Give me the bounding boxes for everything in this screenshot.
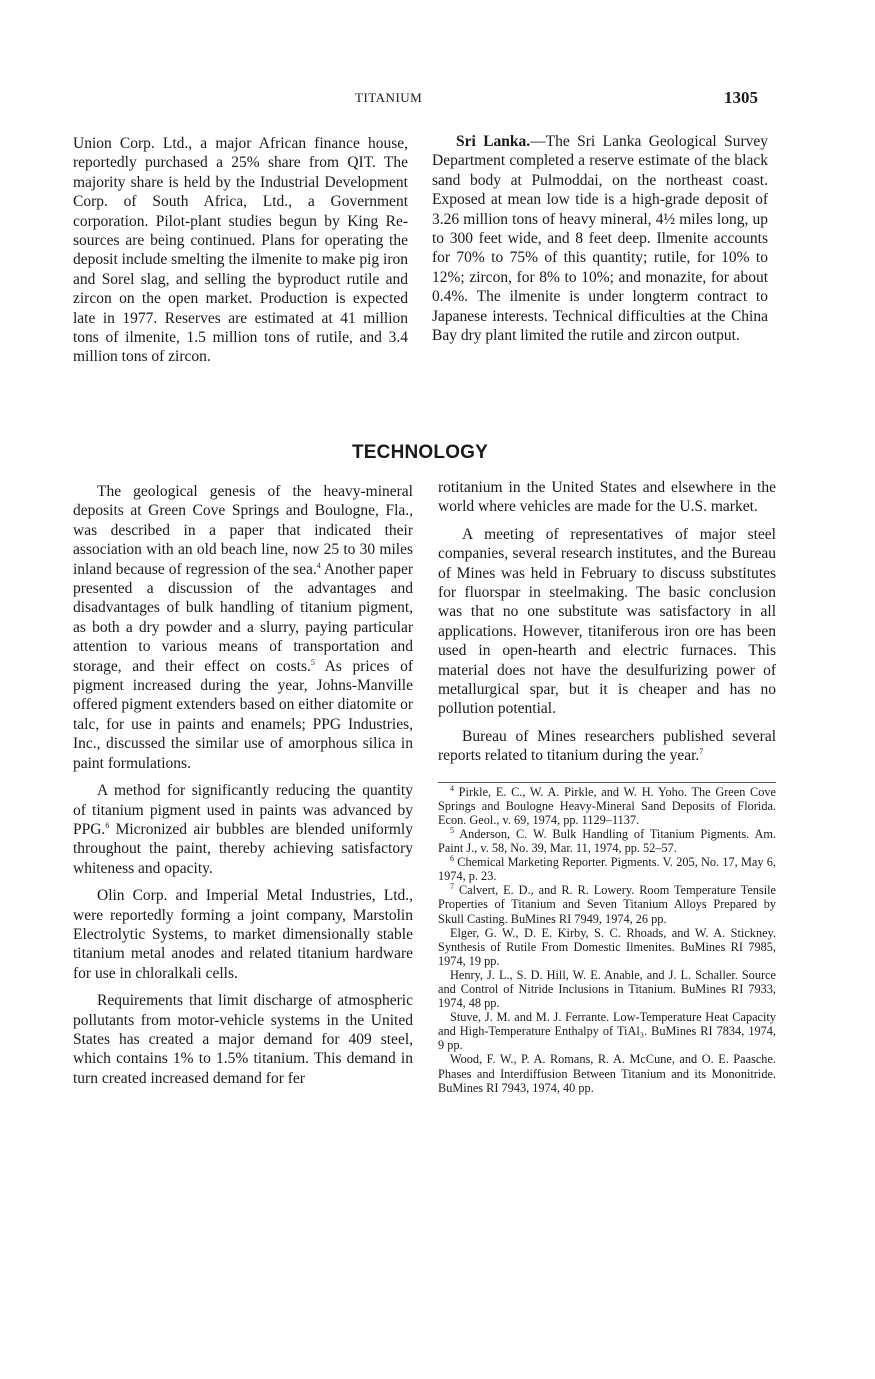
paragraph: Olin Corp. and Imperial Metal Industries, Ltd., were reportedly forming a joint company, Marstolin Electrolytic Systems, to market dimensionally stable titanium metal anodes and related titanium hardware for use in chloralkali cells.	[73, 887, 413, 982]
footnote	[438, 968, 776, 1010]
footnote-text: Chemical Marketing Reporter. Pigments. V. 205, No. 17, May 6, 1974, p. 23.	[438, 855, 776, 884]
footnotes	[438, 782, 776, 1095]
bottom-right-column	[438, 478, 776, 1095]
footnote	[438, 827, 776, 855]
footnote-reference: 4	[316, 560, 321, 570]
footnote-mark: 4	[450, 783, 454, 793]
paragraph: A meeting of representatives of major steel companies, several research institutes, and the Bureau of Mines was held in February to discuss substitutes for fluorspar in steelmaking. The basic conclusion was that no one substitute was satisfactory in all applications. However, titaniferous iron ore has been used in open-hearth and electric furnaces. This material does not have the desulfurizing power of metallurgical spar, but it is cheaper and has no pollution potential.	[438, 525, 776, 718]
paragraph-text: Micronized air bubbles are blended uniformly throughout the paint, thereby achieving satisfactory whiteness and opacity.	[73, 820, 413, 877]
running-title: TITANIUM	[355, 90, 423, 105]
section-heading: TECHNOLOGY	[351, 442, 489, 463]
paragraph: Union Corp. Ltd., a major African finance house, reportedly purchased a 25% share from QIT. The majority share is held by the Industrial Development Corp. of South Africa, Ltd., a Government corporation. Pilot-plant studies begun by King Resources are being continued. Plans for operating the deposit include smelting the ilmenite to make pig iron and Sorel slag, and selling the byproduct rutile and zircon on the open market. Production is expected late in 1977. Reserves are estimated at 41 million tons of ilmenite, 1.5 million tons of rutile, and 3.4 million tons of zircon.	[73, 135, 408, 366]
bottom-left-column	[73, 482, 413, 1088]
footnote-text: Henry, J. L., S. D. Hill, W. E. Anable, and J. L. Schaller. Source and Control of Nitride Inclusions in Titanium. BuMines RI 7933, 1974, 48 pp.	[438, 967, 776, 1011]
footnote	[438, 855, 776, 883]
footnote-mark: 7	[450, 882, 454, 892]
footnote-text: Calvert, E. D., and R. R. Lowery. Room Temperature Tensile Properties of Titanium and Seven Titanium Alloys Prepared by Skull Casting. BuMines RI 7949, 1974, 26 pp.	[438, 883, 776, 926]
footnote-text: Pirkle, E. C., W. A. Pirkle, and W. H. Yoho. The Green Cove Springs and Boulogne Heavy-Mineral Sand Deposits of Florida. Econ. Geol., v. 69, 1974, pp. 1129–1137.	[438, 784, 776, 827]
paragraph	[438, 727, 776, 766]
country-runin-heading: Sri Lanka.	[456, 133, 531, 150]
paragraph-text: As prices of pigment increased during the year, Johns-Manville offered pigment extenders based on either diatomite or talc, for use in paints and enamels; PPG Industries, Inc., discussed the similar use of amorphous silica in paint formulations.	[73, 657, 413, 772]
footnote-reference: 7	[699, 747, 704, 757]
running-header	[0, 88, 875, 112]
paragraph-text: Bureau of Mines researchers published several reports related to titanium during the year.	[438, 727, 776, 765]
paragraph-text: The geological genesis of the heavy-mineral deposits at Green Cove Springs and Boulogne, Fla., was described in a paper that indicated their association with an old beach line, now 25 to 30 miles inland because of regression of the sea.	[73, 483, 413, 578]
footnote	[438, 926, 776, 968]
paragraph-text: —The Sri Lanka Geological Survey Department completed a reserve estimate of the black sand body at Pulmoddai, on the northeast coast. Exposed at mean low tide is a high-grade deposit of 3.26 million tons of heavy mineral, 4½ miles long, up to 300 feet wide, and 8 feet deep. Ilmenite accounts for 70% to 75% of this quantity; rutile, for 10% to 12%; zircon, for 8% to 10%; and monazite, for about 0.4%. The ilmenite is under longterm contract to Japanese interests. Technical difficulties at the China Bay dry plant limited the rutile and zircon output.	[432, 133, 769, 345]
footnote-text: Elger, G. W., D. E. Kirby, S. C. Rhoads, and W. A. Stickney. Synthesis of Rutile From Domestic Ilmenites. BuMines RI 7985, 1974, 19 pp.	[438, 925, 776, 968]
paragraph: rotitanium in the United States and elsewhere in the world where vehicles are made for the U.S. market.	[438, 479, 776, 516]
footnote-reference: 5	[310, 657, 315, 667]
paragraph-text: A method for significantly reducing the quantity of titanium pigment used in paints was advanced by PPG.	[73, 782, 413, 838]
footnote	[438, 785, 776, 827]
footnote	[438, 883, 776, 925]
paragraph	[432, 132, 768, 345]
footnote	[438, 1010, 776, 1052]
footnote-text: Anderson, C. W. Bulk Handling of Titanium Pigments. Am. Paint J., v. 58, No. 39, Mar. 11, 1974, pp. 52–57.	[438, 826, 776, 856]
footnote-text: Stuve, J. M. and M. J. Ferrante. Low-Temperature Heat Capacity and High-Temperature Enthalpy of TiAl₃. BuMines RI 7834, 1974, 9 pp.	[438, 1010, 776, 1053]
footnote	[438, 1052, 776, 1094]
paragraph	[73, 482, 413, 773]
top-left-column	[73, 134, 408, 367]
footnote-mark: 5	[450, 825, 454, 835]
footnote-mark: 6	[450, 854, 454, 864]
page-number: 1305	[724, 88, 758, 107]
footnote-reference: 6	[105, 820, 110, 830]
paragraph-text: Another paper presented a discussion of the advantages and disadvantages of bulk handling of titanium pigment, as both a dry powder and a slurry, paying particular attention to various means of transportation and storage, and their effect on costs.	[73, 560, 414, 675]
top-right-column	[432, 132, 768, 345]
paragraph	[73, 781, 413, 878]
paragraph: Requirements that limit discharge of atmospheric pollutants from motor-vehicle systems in the United States has created a major demand for 409 steel, which contains 1% to 1.5% titanium. This demand in turn created increased demand for fer	[73, 992, 413, 1087]
footnote-text: Wood, F. W., P. A. Romans, R. A. McCune, and O. E. Paasche. Phases and Interdiffusion Between Titanium and its Mononitride. BuMines RI 7943, 1974, 40 pp.	[438, 1052, 776, 1095]
